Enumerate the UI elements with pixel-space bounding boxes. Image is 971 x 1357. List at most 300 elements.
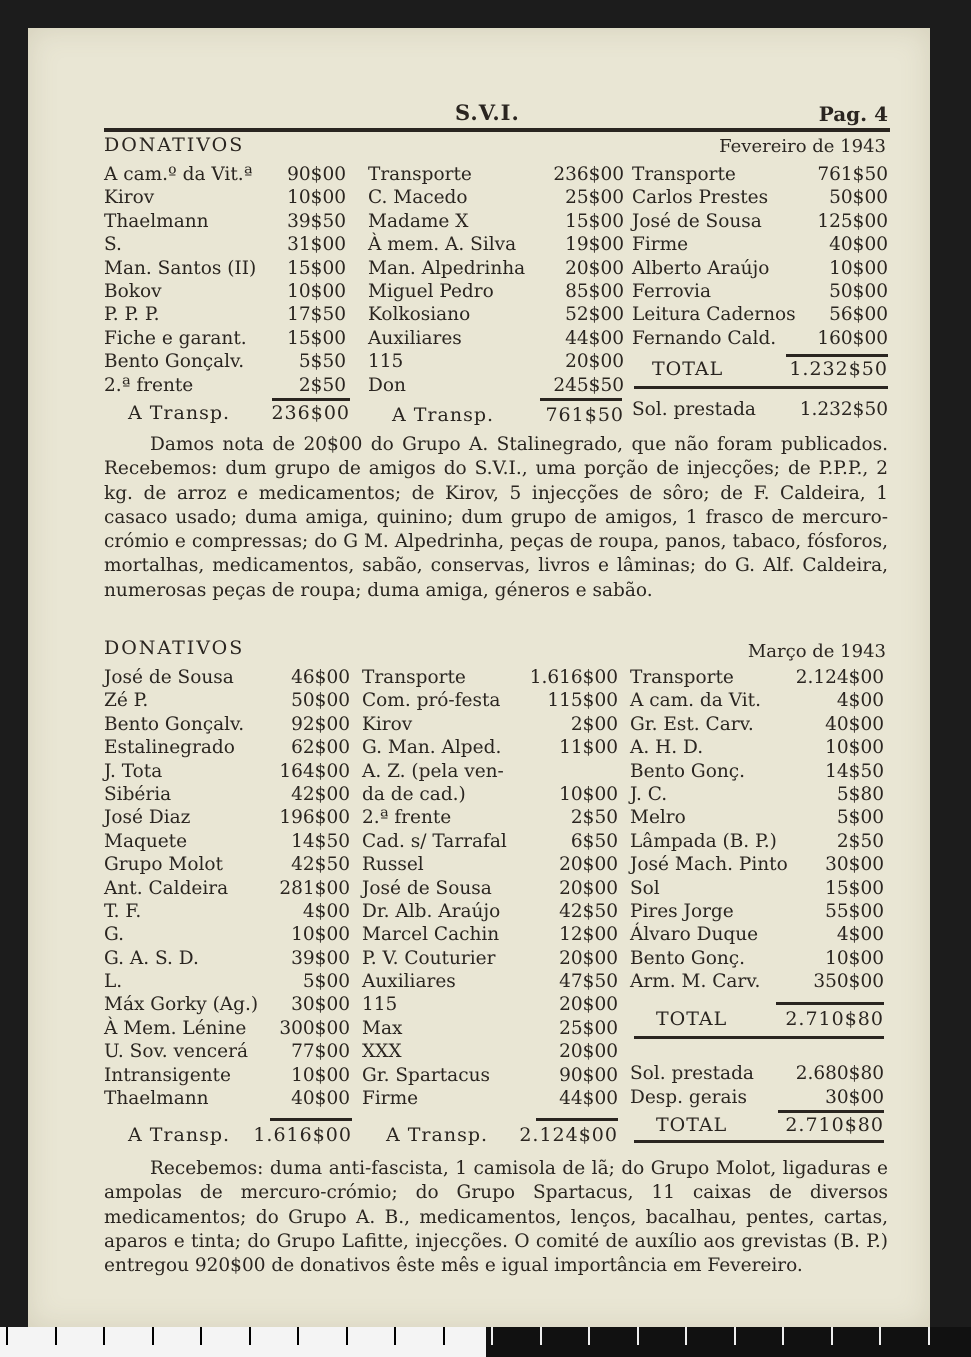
donation-row (362, 1064, 618, 1087)
donation-row (362, 853, 618, 876)
donation-row (362, 947, 618, 970)
donation-row (104, 210, 346, 233)
donation-row (104, 280, 346, 303)
donor-name: C. Macedo (368, 187, 468, 209)
ruler-tick (879, 1327, 881, 1345)
mar-desp-gerais (630, 1086, 884, 1109)
donation-row (104, 233, 346, 256)
donor-name: G. (104, 924, 124, 946)
donation-amount: 10$00 (291, 1064, 350, 1086)
donation-amount: 40$00 (829, 234, 888, 256)
donation-amount: 19$00 (565, 234, 624, 256)
donor-name: A. Z. (pela ven- (362, 760, 504, 782)
donation-row (630, 689, 884, 712)
donor-name: Fiche e garant. (104, 327, 247, 349)
donation-row (104, 186, 346, 209)
mar-desp-label: Desp. gerais (630, 1087, 747, 1108)
ruler-tick (297, 1327, 299, 1345)
feb-col2-total-label: A Transp. (392, 404, 495, 426)
donation-row (362, 993, 618, 1016)
donation-row (362, 806, 618, 829)
feb-col3-total (652, 358, 888, 381)
donation-amount: 50$00 (829, 280, 888, 302)
donation-amount: 46$00 (291, 667, 350, 688)
ruler-tick (685, 1327, 687, 1345)
mar-sol-prestada (630, 1062, 884, 1085)
donation-amount: 160$00 (817, 327, 888, 349)
ruler-tick (6, 1327, 8, 1345)
donation-amount: 2$00 (570, 713, 618, 735)
march-month: Março de 1943 (747, 641, 886, 662)
donation-row (368, 327, 624, 350)
ruler-tick (540, 1327, 542, 1345)
donation-amount: 10$00 (287, 280, 346, 302)
donation-row (630, 877, 884, 900)
donation-row (104, 303, 346, 326)
donor-name: Transporte (362, 667, 466, 688)
feb-column-1 (104, 163, 346, 397)
donation-row (104, 760, 350, 783)
donation-row (104, 257, 346, 280)
donation-amount: 196$00 (279, 807, 350, 829)
donor-name: Transporte (368, 164, 472, 185)
donation-amount: 90$00 (287, 164, 346, 185)
donor-name: Bento Gonçalv. (104, 351, 245, 373)
donor-name: Lâmpada (B. P.) (630, 830, 777, 852)
ruler-tick (734, 1327, 736, 1345)
donation-row (362, 783, 618, 806)
mar-sol-label: Sol. prestada (630, 1063, 754, 1084)
donor-name: Gr. Est. Carv. (630, 713, 754, 735)
donor-name: U. Sov. vencerá (104, 1041, 248, 1063)
donation-amount: 10$00 (829, 257, 888, 279)
mar-column-3 (630, 666, 884, 993)
donation-row (630, 760, 884, 783)
donor-name: Transporte (630, 667, 734, 688)
mar-col2-transport (386, 1124, 618, 1147)
donation-row (104, 736, 350, 759)
donation-amount: 50$00 (829, 187, 888, 209)
donation-amount: 42$00 (291, 783, 350, 805)
donation-amount: 31$00 (287, 234, 346, 256)
mar-total-rule-top (776, 1002, 884, 1005)
donation-amount: 44$00 (565, 327, 624, 349)
feb-col2-transport (392, 404, 624, 427)
donation-amount: 20$00 (559, 947, 618, 969)
donation-amount: 5$80 (836, 783, 884, 805)
donor-name: A cam. da Vit. (630, 690, 761, 712)
donation-amount: 30$00 (825, 854, 884, 876)
donor-name: Man. Santos (II) (104, 257, 257, 279)
mar-column-2 (362, 666, 618, 1110)
donation-amount: 20$00 (559, 854, 618, 876)
donor-name: Bokov (104, 280, 162, 302)
donation-row (104, 993, 350, 1016)
feb-column-3 (632, 163, 888, 350)
donation-row (362, 666, 618, 689)
donation-amount: 6$50 (570, 830, 618, 852)
donation-row (104, 806, 350, 829)
donor-name: À Mem. Lénine (104, 1017, 247, 1039)
donation-amount: 5$00 (302, 971, 350, 993)
donor-name: Ferrovia (632, 280, 711, 302)
donation-amount: 39$00 (291, 947, 350, 969)
ruler-tick (443, 1327, 445, 1345)
donation-row (632, 233, 888, 256)
donor-name: José de Sousa (362, 877, 492, 899)
donor-name: Madame X (368, 210, 469, 232)
donor-name: Cad. s/ Tarrafal (362, 830, 507, 852)
donor-name: Man. Alpedrinha (368, 257, 526, 279)
donation-amount: 20$00 (559, 877, 618, 899)
donation-row (104, 1017, 350, 1040)
donation-row (368, 210, 624, 233)
donation-amount: 1.616$00 (529, 667, 618, 688)
donation-row (362, 689, 618, 712)
donor-name: S. (104, 234, 122, 256)
feb-sol-prestada (632, 398, 888, 421)
donation-row (362, 1017, 618, 1040)
donor-name: Dr. Alb. Araújo (362, 900, 501, 922)
donation-row (630, 736, 884, 759)
donation-row (630, 806, 884, 829)
donation-row (632, 210, 888, 233)
donation-row (632, 327, 888, 350)
donor-name: A. H. D. (630, 737, 704, 759)
donation-row (368, 374, 624, 397)
donation-row (362, 1040, 618, 1063)
donation-amount: 761$50 (817, 164, 888, 185)
donation-amount: 2$50 (836, 830, 884, 852)
donor-name: Alberto Araújo (632, 257, 770, 279)
scan-ruler-light (0, 1327, 486, 1357)
donor-name: Firme (362, 1088, 419, 1110)
donor-name: Auxiliares (362, 971, 456, 993)
donation-row (104, 830, 350, 853)
ruler-tick (200, 1327, 202, 1345)
donation-amount: 25$00 (559, 1017, 618, 1039)
donor-name: Kirov (104, 187, 155, 209)
feb-col1-transport (128, 402, 350, 425)
header-rule (104, 128, 890, 132)
donation-amount: 300$00 (279, 1017, 350, 1039)
donor-name: Álvaro Duque (630, 924, 759, 946)
donation-amount: 15$00 (565, 210, 624, 232)
mar-final-total (656, 1114, 884, 1137)
donation-amount: 10$00 (825, 737, 884, 759)
donor-name: P. V. Couturier (362, 947, 496, 969)
donor-name: Marcel Cachin (362, 924, 500, 946)
donation-amount: 5$50 (298, 351, 346, 373)
ruler-tick (637, 1327, 639, 1345)
mar-final-total-label: TOTAL (656, 1114, 728, 1136)
donor-name: Kolkosiano (368, 304, 471, 326)
donation-amount: 15$00 (287, 257, 346, 279)
donation-row (362, 830, 618, 853)
donor-name: Melro (630, 807, 686, 829)
donation-row (104, 327, 346, 350)
donation-row (630, 666, 884, 689)
donor-name: Estalinegrado (104, 737, 235, 759)
donor-name: Max (362, 1017, 403, 1039)
mar-col1-total-label: A Transp. (128, 1124, 231, 1146)
feb-total-label: TOTAL (652, 358, 724, 380)
donation-row (632, 280, 888, 303)
donation-row (632, 303, 888, 326)
feb-column-2 (368, 163, 624, 397)
feb-paragraph: Damos nota de 20$00 do Grupo A. Stalinegrado, que não foram publicados. Recebemos: dum grupo de amigos do S.V.I., uma porção de injecções; de P.P.P., 2 kg. de arroz e medicamentos; de Kirov, 5 injecções de sôro; de F. Caldeira, 1 casaco usado; duma amiga, quinino; dum grupo de amigos, 1 frasco de mercuro-crómio e compressas; do G M. Alpedrinha, peças de roupa, panos, tabaco, fósforos, mortalhas, medicamentos, sabão, conservas, livros e lâminas; do G. Alf. Caldeira, numerosas peças de roupa; duma amiga, géneros e sabão. (104, 434, 888, 601)
february-month: Fevereiro de 1943 (719, 136, 886, 157)
donation-row (104, 1040, 350, 1063)
donation-row (630, 970, 884, 993)
donation-amount: 115$00 (547, 690, 618, 712)
donation-row (104, 163, 346, 186)
donation-row (104, 1064, 350, 1087)
donation-row (630, 830, 884, 853)
mar-paragraph: Recebemos: duma anti-fascista, 1 camisola de lã; do Grupo Molot, ligaduras e ampolas de mercuro-crómio; do Grupo Spartacus, 11 caixas de diversos medicamentos; do Grupo A. B., medicamentos, lenços, bacalhau, pentes, cartas, aparos e tinta; do Grupo Lafitte, injecções. O comité de auxílio aos grevistas (B. P.) entregou 920$00 de donativos êste mês e igual importância em Fevereiro. (104, 1158, 888, 1277)
ruler-tick (831, 1327, 833, 1345)
donation-amount: 20$00 (565, 351, 624, 373)
donation-row (362, 760, 618, 783)
donation-row (630, 853, 884, 876)
donor-name: Firme (632, 234, 689, 256)
donor-name: Bento Gonç. (630, 760, 745, 782)
donation-row (104, 689, 350, 712)
ruler-tick (928, 1327, 930, 1345)
donation-amount: 245$50 (553, 374, 624, 396)
donation-amount: 10$00 (825, 947, 884, 969)
page-title: S.V.I. (455, 100, 520, 125)
mar-final-rule-top (778, 1110, 884, 1113)
donor-name: José de Sousa (104, 667, 234, 688)
donation-amount: 20$00 (559, 994, 618, 1016)
donation-amount: 5$00 (836, 807, 884, 829)
donor-name: Máx Gorky (Ag.) (104, 994, 259, 1016)
donation-row (362, 900, 618, 923)
donation-row (104, 970, 350, 993)
scan-ruler (0, 1327, 971, 1357)
donor-name: Don (368, 374, 406, 396)
ruler-tick (588, 1327, 590, 1345)
donation-amount: 77$00 (291, 1041, 350, 1063)
donation-amount: 12$00 (559, 924, 618, 946)
donation-amount: 350$00 (813, 971, 884, 993)
feb-total-rule-top (786, 354, 888, 357)
feb-total-rule-bottom (634, 386, 888, 389)
donor-name: Thaelmann (104, 210, 209, 232)
donor-name: Sibéria (104, 783, 172, 805)
donation-amount: 39$50 (287, 210, 346, 232)
donation-amount: 125$00 (817, 210, 888, 232)
donation-row (362, 1087, 618, 1110)
donor-name: Bento Gonçalv. (104, 713, 245, 735)
ruler-tick (152, 1327, 154, 1345)
mar-final-rule-bottom (634, 1140, 884, 1143)
donation-row (630, 947, 884, 970)
donation-row (630, 900, 884, 923)
donor-name: Miguel Pedro (368, 280, 494, 302)
donation-row (630, 923, 884, 946)
donor-name: Leitura Cadernos (632, 304, 796, 326)
donation-row (104, 853, 350, 876)
donation-amount: 10$00 (291, 924, 350, 946)
donor-name: Ant. Caldeira (104, 877, 229, 899)
donation-row (362, 713, 618, 736)
donation-amount: 17$50 (287, 304, 346, 326)
donor-name: Carlos Prestes (632, 187, 769, 209)
donation-row (368, 257, 624, 280)
donation-amount: 25$00 (565, 187, 624, 209)
donor-name: José Diaz (104, 807, 191, 829)
donor-name: G. Man. Alped. (362, 737, 502, 759)
mar-column-1 (104, 666, 350, 1110)
donation-amount: 14$50 (291, 830, 350, 852)
mar-col2-total-amount: 2.124$00 (519, 1124, 618, 1146)
donor-name: Auxiliares (368, 327, 462, 349)
donor-name: L. (104, 971, 123, 993)
donation-amount: 164$00 (279, 760, 350, 782)
donor-name: da de cad.) (362, 783, 466, 805)
donation-row (104, 350, 346, 373)
donation-amount: 4$00 (836, 690, 884, 712)
donation-row (368, 186, 624, 209)
donation-row (362, 736, 618, 759)
donor-name: Maquete (104, 830, 188, 852)
ruler-tick (55, 1327, 57, 1345)
donor-name: José de Sousa (632, 210, 762, 232)
donor-name: Pires Jorge (630, 900, 734, 922)
donor-name: XXX (362, 1041, 402, 1063)
donation-row (630, 713, 884, 736)
ruler-tick (491, 1327, 493, 1345)
donor-name: Fernando Cald. (632, 327, 777, 349)
mar-desp-amount: 30$00 (825, 1087, 884, 1108)
donor-name: Russel (362, 854, 424, 876)
donation-row (368, 233, 624, 256)
donation-amount: 2.124$00 (795, 667, 884, 688)
donation-amount: 92$00 (291, 713, 350, 735)
donation-row (630, 783, 884, 806)
ruler-tick (249, 1327, 251, 1345)
donation-amount: 10$00 (287, 187, 346, 209)
donation-row (104, 877, 350, 900)
feb-col2-rule (540, 398, 622, 401)
donation-amount: 47$50 (559, 971, 618, 993)
feb-col1-total-label: A Transp. (128, 402, 231, 424)
ruler-tick (103, 1327, 105, 1345)
donation-amount: 281$00 (279, 877, 350, 899)
donor-name: Kirov (362, 713, 413, 735)
mar-final-total-amount: 2.710$80 (785, 1114, 884, 1136)
donation-amount: 56$00 (829, 304, 888, 326)
donation-amount: 55$00 (825, 900, 884, 922)
mar-total-rule-bottom (634, 1036, 884, 1039)
donation-row (368, 350, 624, 373)
donor-name: Grupo Molot (104, 854, 223, 876)
donation-amount: 4$00 (302, 900, 350, 922)
donor-name: Transporte (632, 164, 736, 185)
donation-row (104, 1087, 350, 1110)
donation-amount: 44$00 (559, 1088, 618, 1110)
donation-row (104, 374, 346, 397)
donor-name: Sol (630, 877, 660, 899)
donation-amount: 20$00 (565, 257, 624, 279)
donation-amount: 11$00 (559, 737, 618, 759)
donor-name: 2.ª frente (362, 807, 452, 829)
donation-amount: 42$50 (291, 854, 350, 876)
donor-name: A cam.º da Vit.ª (104, 164, 253, 185)
donor-name: J. C. (630, 783, 668, 805)
donor-name: G. A. S. D. (104, 947, 199, 969)
donor-name: J. Tota (104, 760, 163, 782)
donor-name: Intransigente (104, 1064, 231, 1086)
donation-amount: 50$00 (291, 690, 350, 712)
donor-name: Gr. Spartacus (362, 1064, 490, 1086)
donation-amount: 40$00 (291, 1088, 350, 1110)
donation-amount: 40$00 (825, 713, 884, 735)
donation-row (632, 257, 888, 280)
donor-name: 2.ª frente (104, 374, 194, 396)
donation-row (104, 947, 350, 970)
donation-row (368, 280, 624, 303)
donor-name: Com. pró-festa (362, 690, 501, 712)
mar-total-amount: 2.710$80 (785, 1008, 884, 1030)
ruler-tick (782, 1327, 784, 1345)
donor-name: Bento Gonç. (630, 947, 745, 969)
feb-total-amount: 1.232$50 (789, 358, 888, 380)
donor-name: 115 (368, 351, 404, 373)
mar-col1-total-amount: 1.616$00 (253, 1124, 352, 1146)
donation-row (104, 666, 350, 689)
feb-col1-total-amount: 236$00 (271, 402, 350, 424)
donation-row (104, 900, 350, 923)
mar-col1-transport (128, 1124, 352, 1147)
donation-amount: 15$00 (825, 877, 884, 899)
donation-amount: 10$00 (559, 783, 618, 805)
donation-row (368, 163, 624, 186)
donation-amount: 30$00 (291, 994, 350, 1016)
mar-col3-total (656, 1008, 884, 1031)
donation-row (362, 970, 618, 993)
donation-row (632, 186, 888, 209)
donation-amount: 85$00 (565, 280, 624, 302)
donation-amount: 15$00 (287, 327, 346, 349)
donor-name: Thaelmann (104, 1088, 209, 1110)
march-heading: DONATIVOS (104, 637, 245, 659)
donation-amount: 42$50 (559, 900, 618, 922)
donation-row (368, 303, 624, 326)
donor-name: T. F. (104, 900, 142, 922)
feb-sol-label: Sol. prestada (632, 399, 756, 420)
donation-amount: 2$50 (570, 807, 618, 829)
donation-amount: 14$50 (825, 760, 884, 782)
page-number: Pag. 4 (818, 102, 888, 126)
donation-amount: 20$00 (559, 1041, 618, 1063)
donation-row (362, 923, 618, 946)
ruler-tick (346, 1327, 348, 1345)
donation-row (104, 783, 350, 806)
february-heading: DONATIVOS (104, 134, 245, 156)
donation-amount: 4$00 (836, 924, 884, 946)
donation-amount: 52$00 (565, 304, 624, 326)
donation-row (362, 877, 618, 900)
mar-col2-rule (536, 1118, 618, 1121)
donor-name: 115 (362, 994, 398, 1016)
mar-total-label: TOTAL (656, 1008, 728, 1030)
mar-col1-rule (270, 1118, 352, 1121)
donation-amount: 236$00 (553, 164, 624, 185)
donation-amount: 90$00 (559, 1064, 618, 1086)
